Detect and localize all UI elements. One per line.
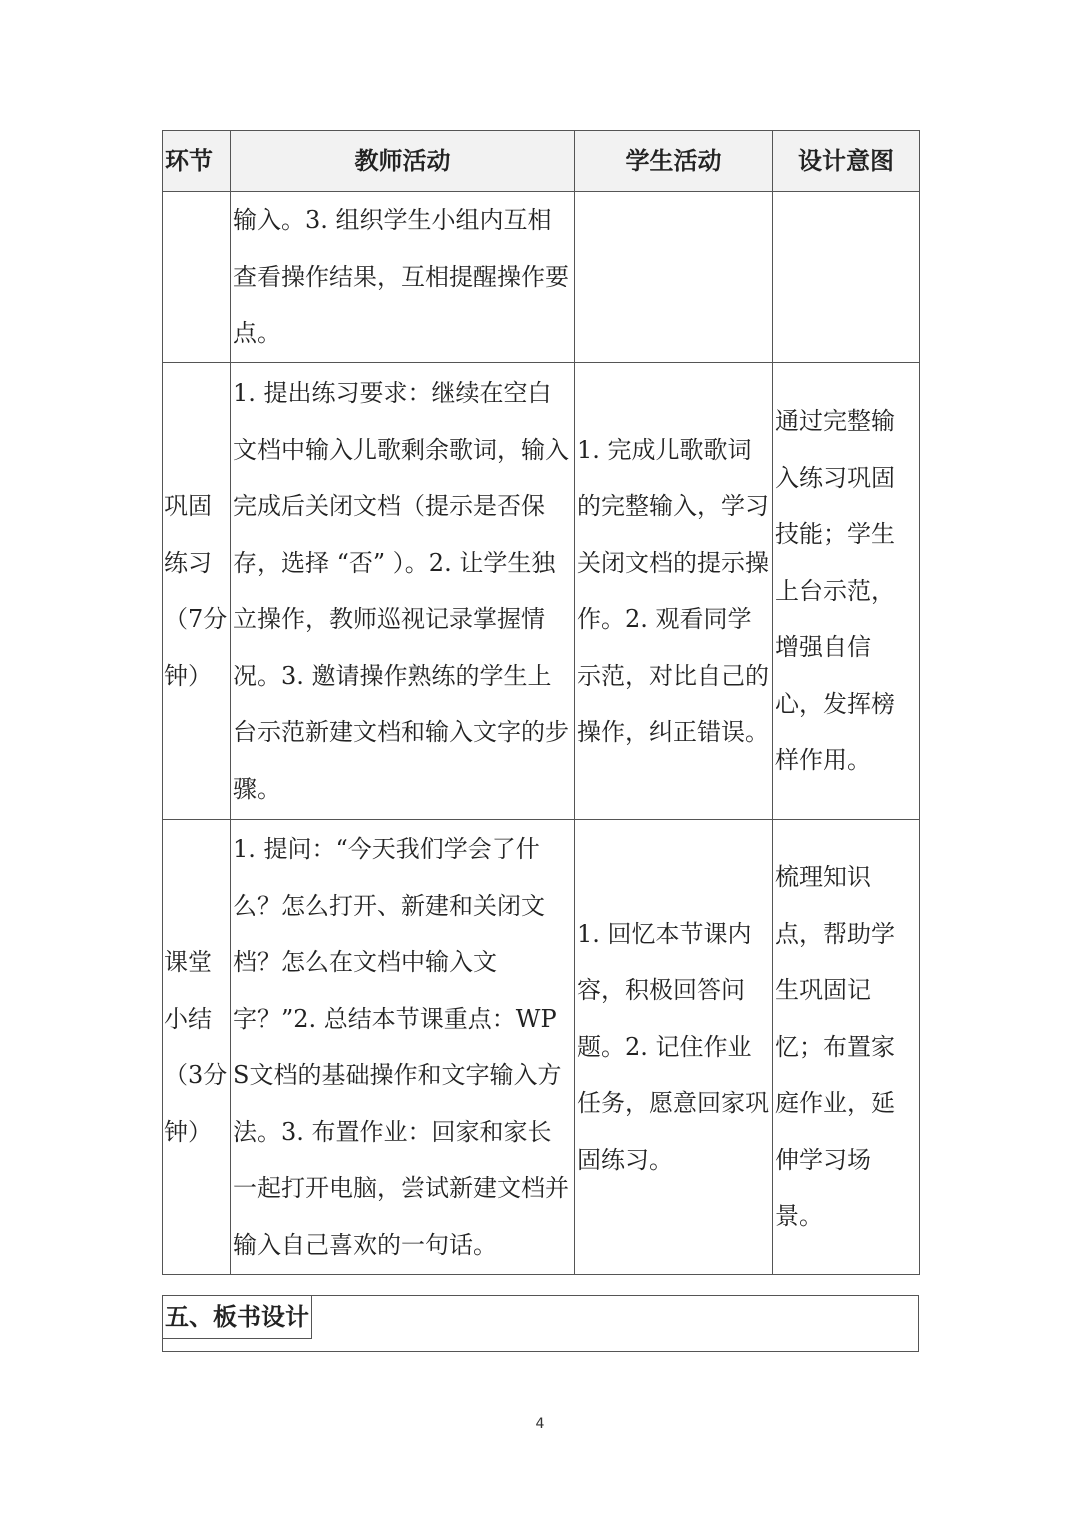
design-intent-cell: 梳理知识点，帮助学生巩固记忆；布置家庭作业，延伸学习场景。 (773, 820, 920, 1275)
lesson-plan-table (162, 130, 920, 1275)
header-teacher-activity: 教师活动 (231, 131, 575, 192)
stage-cell: 巩固练习（7分钟） (163, 363, 231, 820)
header-student-activity: 学生活动 (575, 131, 773, 192)
page-number: 4 (535, 1416, 545, 1432)
header-stage: 环节 (163, 131, 231, 192)
student-activity-cell: 1. 回忆本节课内容，积极回答问题。2. 记住作业任务，愿意回家巩固练习。 (575, 820, 773, 1275)
table-row (163, 192, 920, 363)
table-row (163, 363, 920, 820)
design-intent-cell (773, 192, 920, 363)
student-activity-cell: 1. 完成儿歌歌词的完整输入，学习关闭文档的提示操作。2. 观看同学示范，对比自己的操作，纠正错误。 (575, 363, 773, 820)
section-heading: 五、板书设计 (163, 1296, 312, 1339)
header-design-intent: 设计意图 (773, 131, 920, 192)
board-design-section (162, 1295, 919, 1352)
student-activity-cell (575, 192, 773, 363)
stage-cell (163, 192, 231, 363)
table-row (163, 820, 920, 1275)
teacher-activity-cell: 1. 提问：“今天我们学会了什么？怎么打开、新建和关闭文档？怎么在文档中输入文字？”2. 总结本节课重点：WPS文档的基础操作和文字输入方法。3. 布置作业：回家和家长一起打开电脑，尝试新建文档并输入自己喜欢的一句话。 (231, 820, 575, 1275)
table-header-row (163, 131, 920, 192)
teacher-activity-cell: 输入。3. 组织学生小组内互相查看操作结果，互相提醒操作要点。 (231, 192, 575, 363)
stage-cell: 课堂小结（3分钟） (163, 820, 231, 1275)
design-intent-cell: 通过完整输入练习巩固技能；学生上台示范，增强自信心，发挥榜样作用。 (773, 363, 920, 820)
teacher-activity-cell: 1. 提出练习要求：继续在空白文档中输入儿歌剩余歌词，输入完成后关闭文档（提示是否保存，选择 “否” ）。2. 让学生独立操作，教师巡视记录掌握情况。3. 邀请操作熟练的学生上台示范新建文档和输入文字的步骤。 (231, 363, 575, 820)
